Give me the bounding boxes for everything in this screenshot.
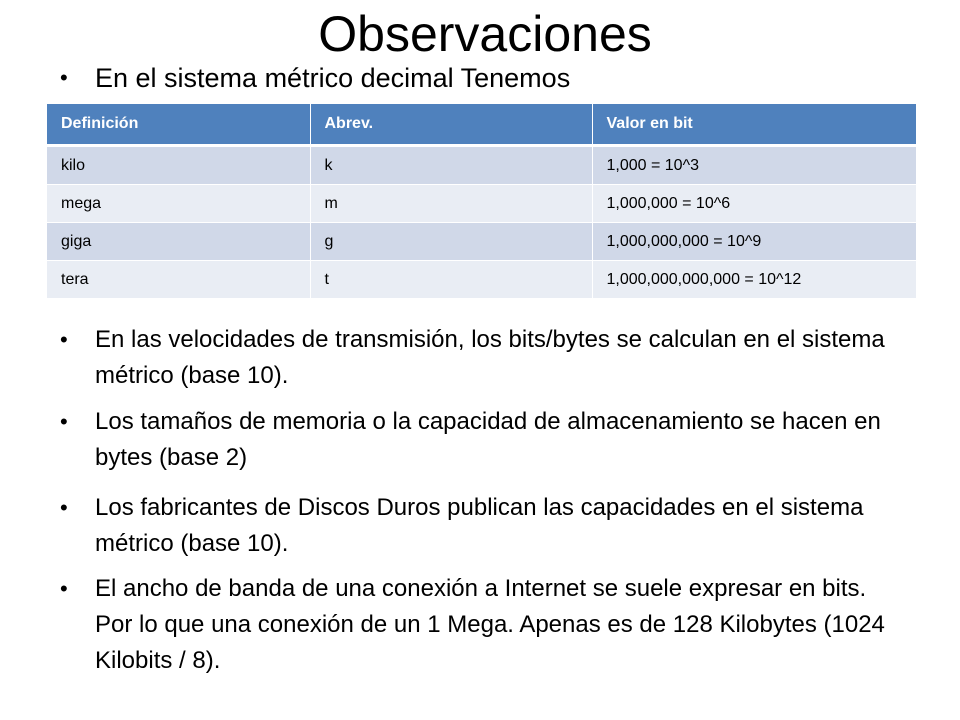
bullet-text: Los tamaños de memoria o la capacidad de almacenamiento se hacen en bytes (base 2) (95, 408, 881, 471)
bullet-text: Los fabricantes de Discos Duros publican las capacidades en el sistema métrico (base 10). (95, 494, 864, 557)
table-cell: k (310, 146, 592, 185)
bullet-item (60, 322, 890, 394)
bullet-dot: • (60, 327, 68, 352)
bullet-intro (60, 60, 890, 96)
bullet-dot: • (60, 409, 68, 434)
bullet-dot: • (60, 576, 68, 601)
table-header-cell: Valor en bit (592, 104, 916, 146)
table-cell: m (310, 185, 592, 223)
table-cell: 1,000,000,000 = 10^9 (592, 223, 916, 261)
table-row (47, 146, 916, 185)
slide-title: Observaciones (318, 6, 652, 62)
table-header-cell: Abrev. (310, 104, 592, 146)
table-cell: mega (47, 185, 310, 223)
table-row (47, 261, 916, 299)
bullet-item (60, 404, 890, 476)
table-header-row (47, 104, 916, 146)
bullet-item (60, 571, 890, 679)
table-header-cell: Definición (47, 104, 310, 146)
table-cell: giga (47, 223, 310, 261)
table-cell: g (310, 223, 592, 261)
table-cell: kilo (47, 146, 310, 185)
table-row (47, 223, 916, 261)
table-cell: 1,000,000 = 10^6 (592, 185, 916, 223)
table-cell: 1,000 = 10^3 (592, 146, 916, 185)
table-cell: tera (47, 261, 310, 299)
bullet-item (60, 490, 890, 562)
bullet-dot: • (60, 495, 68, 520)
table-cell: t (310, 261, 592, 299)
bullet-text: El ancho de banda de una conexión a Internet se suele expresar en bits. Por lo que una conexión de un 1 Mega. Apenas es de 128 Kilobytes (1024 Kilobits / 8). (95, 575, 885, 674)
bullet-text: En el sistema métrico decimal Tenemos (95, 63, 571, 93)
metric-table (47, 104, 917, 299)
table-row (47, 185, 916, 223)
bullet-dot: • (60, 65, 68, 90)
bullet-text: En las velocidades de transmisión, los bits/bytes se calculan en el sistema métrico (base 10). (95, 326, 885, 389)
table-cell: 1,000,000,000,000 = 10^12 (592, 261, 916, 299)
